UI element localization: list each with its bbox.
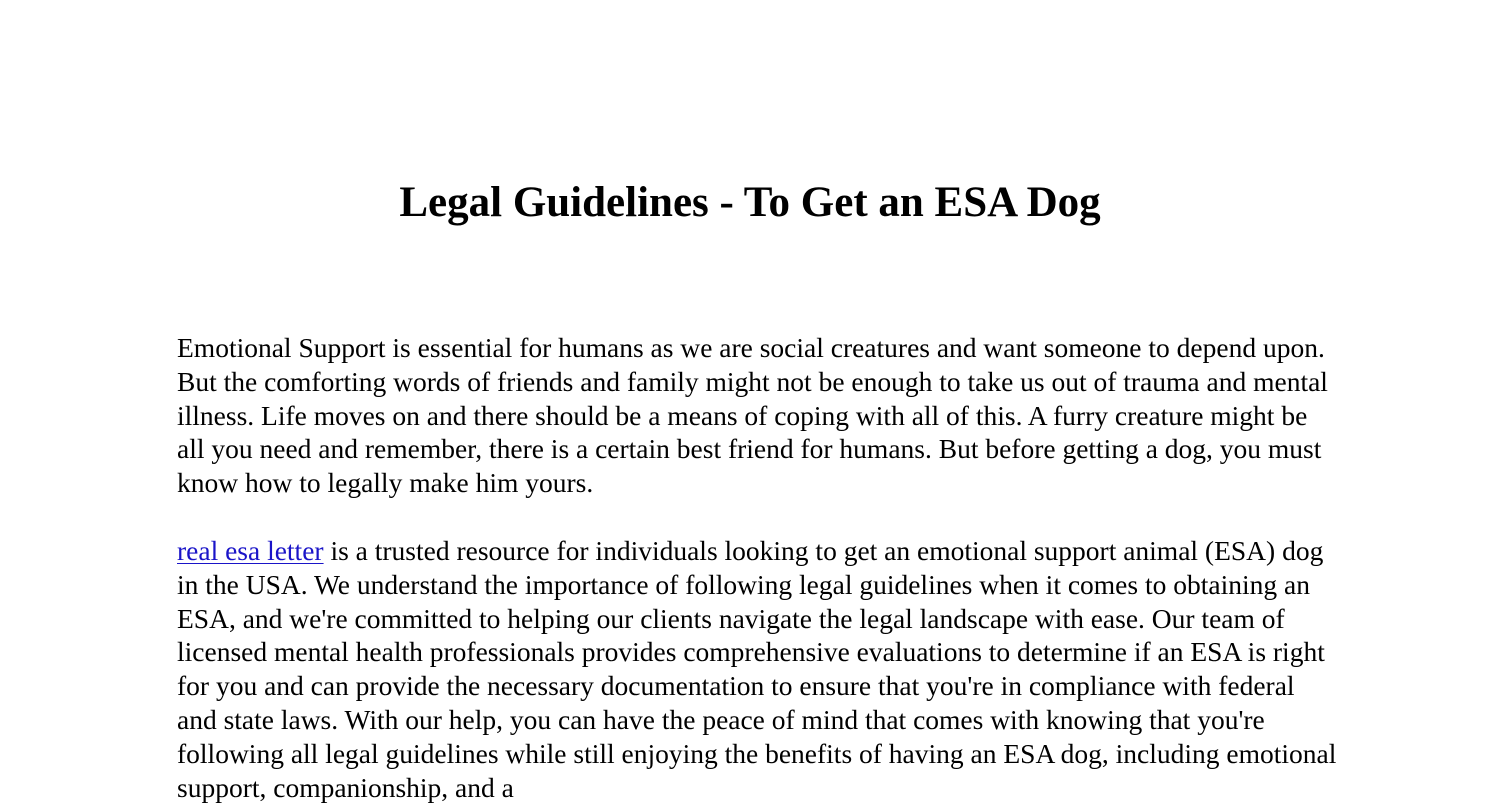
paragraph-esa-letter [177, 534, 1337, 804]
paragraph-esa-letter-text: is a trusted resource for individuals looking to get an emotional support animal (ESA) dog in the USA. We understand the importance of following legal guidelines when it comes to obtaining an ESA, and we're committed to helping our clients navigate the legal landscape with ease. Our team of licensed mental health professionals provides comprehensive evaluations to determine if an ESA is right for you and can provide the necessary documentation to ensure that you're in compliance with federal and state laws. With our help, you can have the peace of mind that comes with knowing that you're following all legal guidelines while still enjoying the benefits of having an ESA dog, including emotional support, companionship, and a [177, 535, 1337, 803]
paragraph-intro: Emotional Support is essential for humans as we are social creatures and want someone to depend upon. But the comforting words of friends and family might not be enough to take us out of trauma and mental illness. Life moves on and there should be a means of coping with all of this. A furry creature might be all you need and remember, there is a certain best friend for humans. But before getting a dog, you must know how to legally make him yours. [177, 332, 1328, 499]
real-esa-letter-link[interactable]: real esa letter [177, 535, 324, 566]
document-title: Legal Guidelines - To Get an ESA Dog [399, 179, 1101, 226]
